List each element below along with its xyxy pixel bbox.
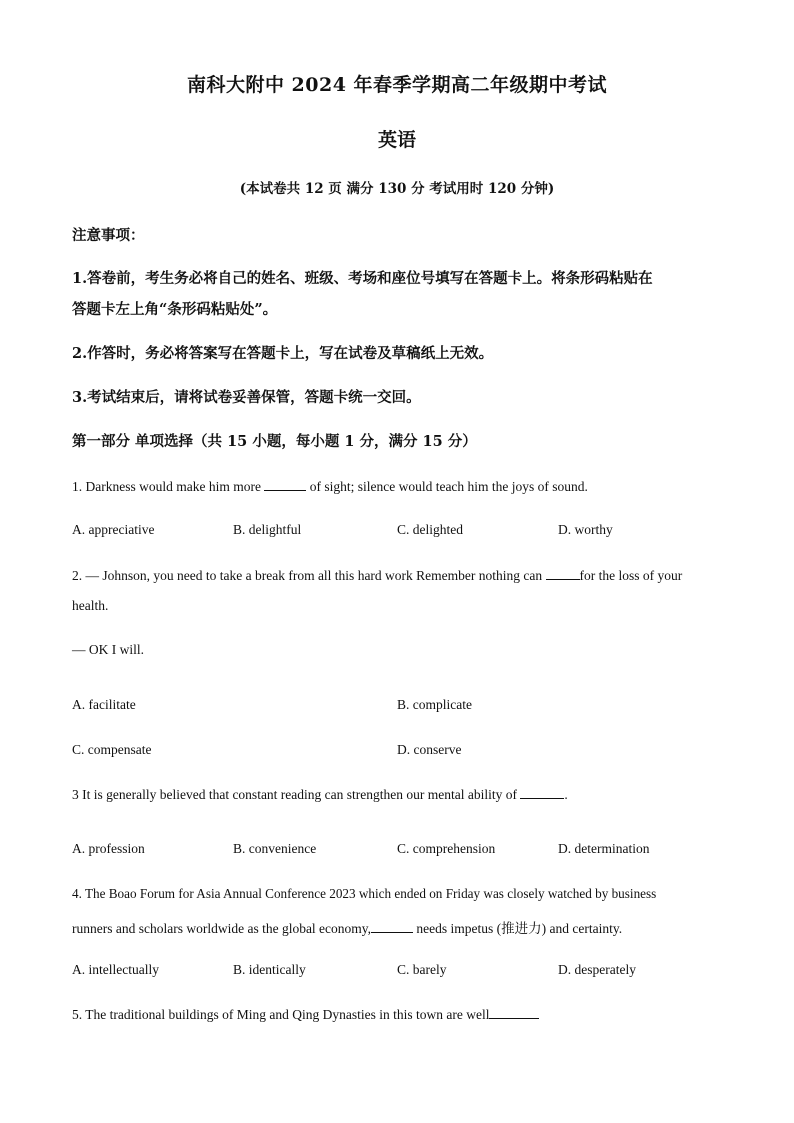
q2-option-a: A. facilitate (72, 697, 136, 712)
question-1-stem-start: 1. Darkness would make him more (72, 479, 265, 494)
q1-option-c: C. delighted (397, 522, 463, 537)
question-5 (72, 1006, 539, 1023)
q1-option-a: A. appreciative (72, 522, 155, 537)
question-4-stem-start: runners and scholars worldwide as the global economy, (72, 921, 372, 936)
question-4-line-2 (72, 917, 622, 937)
question-2-line-1 (72, 567, 682, 584)
answer-blank (264, 478, 306, 491)
question-1 (72, 478, 588, 495)
instruction-1-line-2: 答题卡左上角“条形码粘贴处”。 (72, 301, 278, 318)
exam-info: (本试卷共 12 页 满分 130 分 考试用时 120 分钟) (239, 181, 555, 197)
answer-blank (489, 1006, 539, 1019)
section-1-heading: 第一部分 单项选择（共 15 小题，每小题 1 分，满分 15 分） (72, 433, 477, 450)
q2-option-c: C. compensate (72, 742, 152, 757)
q2-option-d: D. conserve (397, 742, 462, 757)
q4-option-a: A. intellectually (72, 962, 159, 977)
instruction-3: 3.考试结束后，请将试卷妥善保管，答题卡统一交回。 (72, 389, 421, 406)
instruction-1-line-1: 1.答卷前，考生务必将自己的姓名、班级、考场和座位号填写在答题卡上。将条形码粘贴在 (72, 270, 653, 287)
q3-option-c: C. comprehension (397, 841, 496, 856)
question-2-line-2: health. (72, 598, 109, 613)
question-5-stem-start: 5. The traditional buildings of Ming and Qing Dynasties in this town are well (72, 1007, 490, 1022)
q3-option-d: D. determination (558, 841, 650, 856)
question-1-stem-end: of sight; silence would teach him the joys of sound. (306, 479, 588, 494)
question-3-stem-start: 3 It is generally believed that constant reading can strengthen our mental ability of (72, 787, 521, 802)
question-4-stem-end: needs impetus (推进力) and certainty. (413, 921, 623, 936)
question-3-stem-end: . (564, 787, 568, 802)
question-2-stem-end: for the loss of your (579, 568, 683, 583)
question-4-line-1: 4. The Boao Forum for Asia Annual Conference 2023 which ended on Friday was closely watched by business (72, 886, 657, 901)
instructions-heading: 注意事项： (72, 227, 145, 244)
question-3 (72, 786, 568, 803)
subject-title: 英语 (377, 129, 416, 151)
q2-option-b: B. complicate (397, 697, 472, 712)
answer-blank (546, 567, 580, 580)
question-2-stem-start: 2. — Johnson, you need to take a break from all this hard work Remember nothing can (72, 568, 546, 583)
q4-option-b: B. identically (233, 962, 306, 977)
question-2-reply: — OK I will. (72, 642, 144, 657)
answer-blank (371, 920, 413, 933)
q4-option-c: C. barely (397, 962, 447, 977)
q3-option-a: A. profession (72, 841, 145, 856)
instruction-2: 2.作答时，务必将答案写在答题卡上，写在试卷及草稿纸上无效。 (72, 345, 494, 362)
q1-option-d: D. worthy (558, 522, 613, 537)
q3-option-b: B. convenience (233, 841, 317, 856)
answer-blank (520, 786, 564, 799)
exam-title: 南科大附中 2024 年春季学期高二年级期中考试 (186, 74, 608, 96)
q1-option-b: B. delightful (233, 522, 302, 537)
q4-option-d: D. desperately (558, 962, 636, 977)
